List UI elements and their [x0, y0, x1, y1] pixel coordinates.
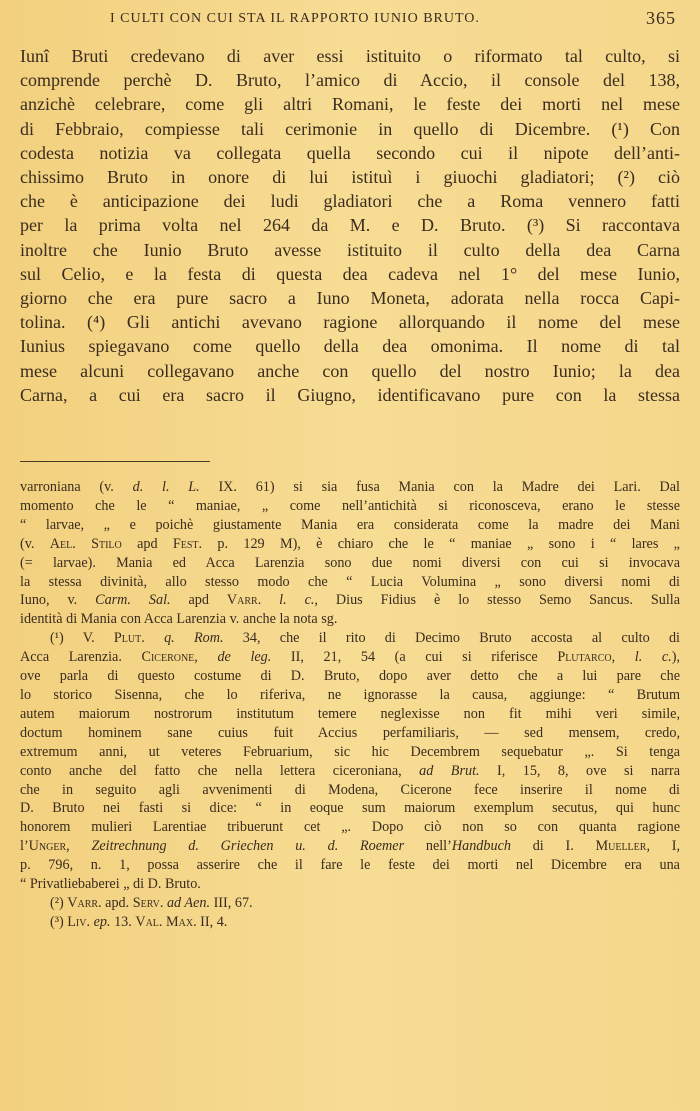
footnote-1-line: lo storico Sisenna, che lo riferiva, ne ignorasse la causa, aggiunge: “ Brutum: [20, 686, 680, 703]
footnote-2: (²) Varr. apd. Serv. ad Aen. III, 67.: [50, 894, 253, 911]
footnote-1-line: autem maiorum nostrorum institutum temere neglexisse non fit mihi veri simile,: [20, 705, 680, 722]
footnote-1-line: “ Privatliebaberei „ di D. Bruto.: [20, 876, 201, 893]
footnote-1-line: che in seguito agli avvenimenti di Modena, Cicerone fece inserire il nome di: [20, 781, 680, 798]
text-line: anzichè celebrare, come gli altri Romani, le feste dei morti nel mese: [20, 94, 680, 115]
footnote-line: Iuno, v. Carm. Sal. apd Varr. l. c., Dius Fidius è lo stesso Semo Sancus. Sulla: [20, 592, 680, 609]
text-line: codesta notizia va collegata quella secondo cui il nipote dell’anti-: [20, 142, 680, 163]
text-line: comprende perchè D. Bruto, l’amico di Accio, il console del 138,: [20, 70, 680, 91]
page-number: 365: [646, 8, 676, 28]
text-line: inoltre che Iunio Bruto avesse istituito il culto della dea Carna: [20, 239, 680, 260]
footnotes: [20, 478, 680, 932]
footnote-separator: [20, 461, 210, 462]
footnote-1-line: doctum hominem sane cuius fuit Accius perfamiliaris, — sed mensem, credo,: [20, 724, 680, 741]
text-line: tolina. (⁴) Gli antichi avevano ragione allorquando il nome del mese: [20, 312, 680, 333]
footnote-line: momento che le “ maniae, „ come nell’antichità si riconosceva, erano le stesse: [20, 497, 680, 514]
footnote-line: identità di Mania con Acca Larenzia v. anche la nota sg.: [20, 611, 338, 628]
footnote-1-line: l’Unger, Zeitrechnung d. Griechen u. d. Roemer nell’Handbuch di I. Mueller, I,: [20, 838, 681, 855]
text-line: per la prima volta nel 264 da M. e D. Bruto. (³) Si raccontava: [20, 215, 680, 236]
text-line: Carna, a cui era sacro il Giugno, identificavano pure con la stessa: [20, 384, 680, 405]
page-header: [20, 8, 680, 36]
footnote-1-line: Acca Larenzia. Cicerone, de leg. II, 21, 54 (a cui si riferisce Plutarco, l. c.),: [20, 649, 680, 666]
text-line: sul Celio, e la festa di questa dea cadeva nel 1° del mese Iunio,: [20, 263, 680, 284]
footnote-line: (v. Ael. Stilo apd Fest. p. 129 M), è chiaro che le “ maniae „ sono i “ lares „: [20, 535, 680, 552]
footnote-1-line: (¹) V. Plut. q. Rom. 34, che il rito di Decimo Bruto accosta al culto di: [50, 630, 680, 647]
footnote-3: (³) Liv. ep. 13. Val. Max. II, 4.: [50, 913, 228, 930]
text-line: chissimo Bruto in onore di lui istituì i giuochi gladiatori; (²) ciò: [20, 167, 680, 188]
text-line: di Febbraio, compiesse tali cerimonie in quello di Dicembre. (¹) Con: [20, 118, 680, 139]
text-line: mese alcuni collegavano anche con quello del nostro Iunio; la dea: [20, 360, 680, 381]
footnote-1-line: honorem mulieri Larentiae tribuerunt cet „. Dopo ciò non so con quanta ragione: [20, 819, 680, 836]
main-text: [20, 44, 680, 407]
footnote-line: (= larvae). Mania ed Acca Larenzia sono due nomi diversi con cui si invocava: [20, 554, 680, 571]
footnote-1-line: ove parla di questo costume di D. Bruto, dopo aver detto che a lui pare che: [20, 668, 680, 685]
footnote-1-line: p. 796, n. 1, possa asserire che il fare le feste dei morti nel Dicembre era una: [20, 857, 680, 874]
text-line: Iunius spiegavano come quello della dea omonima. Il nome di tal: [20, 336, 680, 357]
footnote-line: “ larvae, „ e poichè giustamente Mania era considerata come la madre dei Mani: [20, 516, 680, 533]
footnote-line: la stessa divinità, allo stesso modo che “ Lucia Volumina „ sono diversi nomi di: [20, 573, 680, 590]
footnote-line: varroniana (v. d. l. L. IX. 61) si sia fusa Mania con la Madre dei Lari. Dal: [20, 479, 680, 495]
footnote-1-line: extremum anni, ut veteres Februarium, sic hic Decembrem sequebatur „. Si tenga: [20, 743, 680, 760]
running-title: I CULTI CON CUI STA IL RAPPORTO IUNIO BRUTO.: [110, 11, 480, 26]
text-line: che è anticipazione dei ludi gladiatori che a Roma vennero fatti: [20, 191, 680, 212]
text-line: Iunî Bruti credevano di aver essi istituito o riformato tal culto, si: [20, 46, 680, 66]
footnote-1-line: conto anche del fatto che nella lettera ciceroniana, ad Brut. I, 15, 8, ove si narra: [20, 762, 681, 779]
text-line: giorno che era pure sacro a Iuno Moneta, adorata nella rocca Capi-: [20, 288, 680, 309]
footnote-1-line: D. Bruto nei fasti si dice: “ in eoque sum maiorum exemplum secutus, qui hunc: [20, 800, 680, 817]
